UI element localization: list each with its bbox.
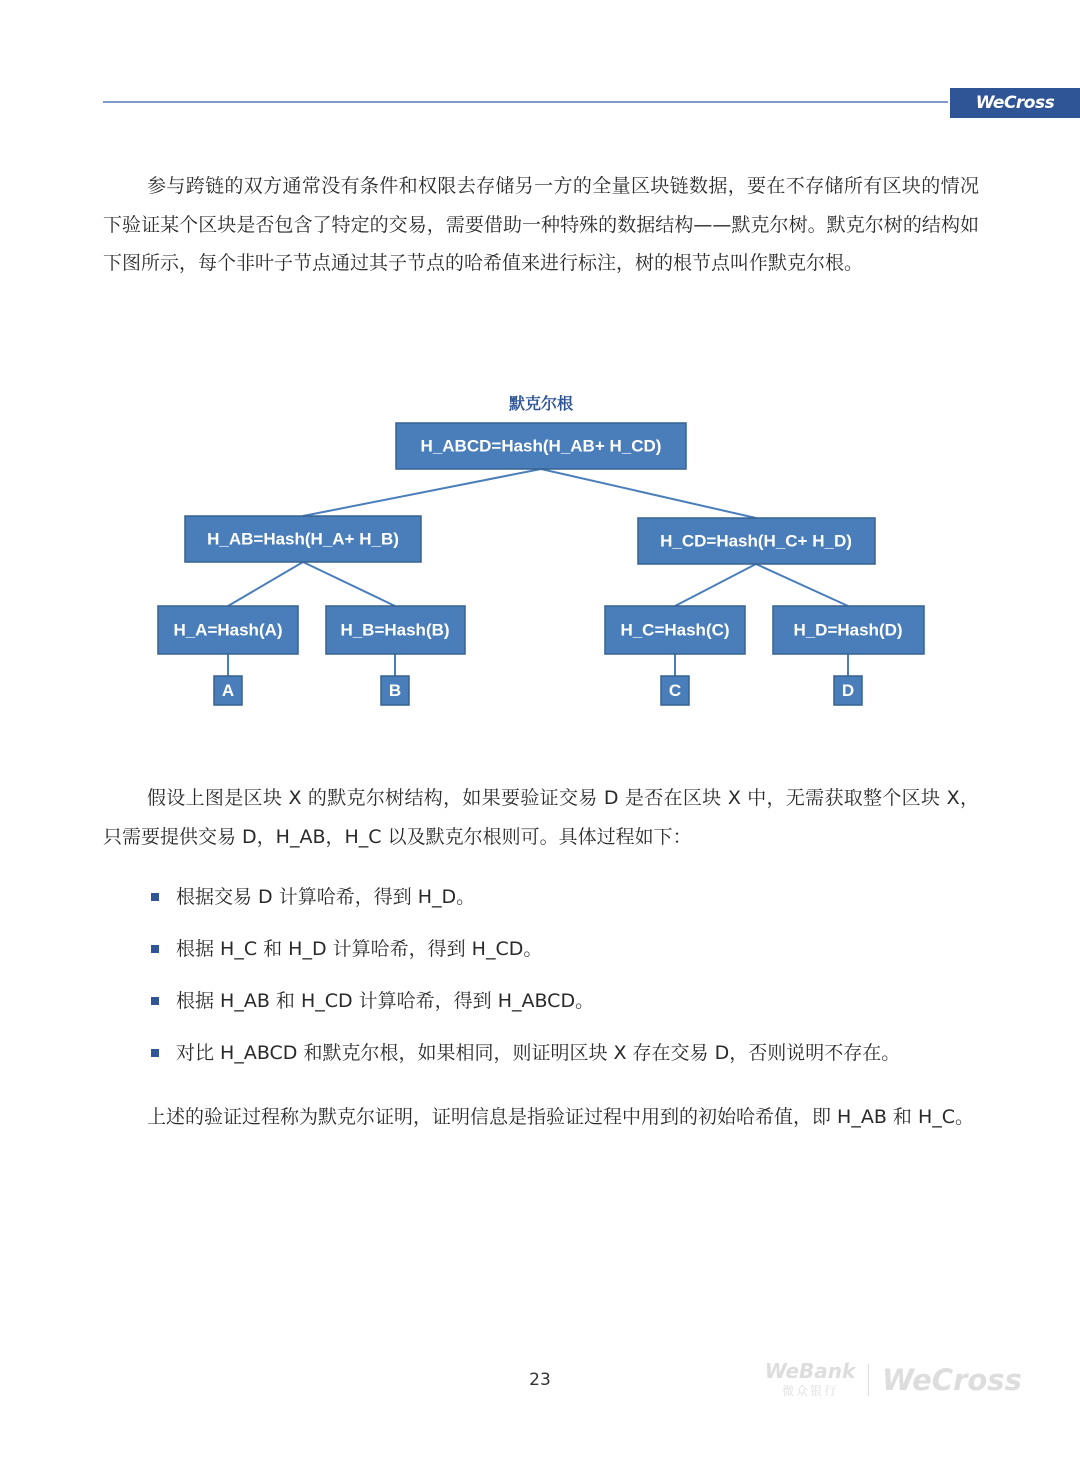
data-node-c — [661, 676, 689, 705]
data-node-b-label: B — [388, 681, 402, 700]
footer-logos — [760, 1360, 1050, 1400]
wecross-footer-logo: WeCross — [882, 1363, 1022, 1397]
square-bullet-icon — [151, 945, 159, 953]
node-ab-label: H_AB=Hash(H_A+ H_B) — [207, 529, 399, 549]
node-hb — [326, 606, 465, 654]
node-hd — [773, 606, 924, 654]
footer-divider — [868, 1364, 869, 1396]
node-hc-label: H_C=Hash(C) — [620, 620, 730, 640]
square-bullet-icon — [151, 997, 159, 1005]
node-hc — [605, 606, 745, 654]
node-hd-label: H_D=Hash(D) — [793, 620, 903, 640]
header-rule — [103, 101, 948, 103]
webank-cn-name: 微众银行 — [781, 1384, 838, 1398]
step-text: 根据交易 D 计算哈希，得到 H_D。 — [176, 886, 476, 908]
step-text: 对比 H_ABCD 和默克尔根，如果相同，则证明区块 X 存在交易 D，否则说明不存在。 — [176, 1042, 901, 1064]
wecross-logo: WeCross — [950, 88, 1080, 118]
page-number: 23 — [529, 1370, 551, 1390]
edge-root-right — [541, 469, 756, 518]
node-cd — [638, 518, 875, 564]
step-text: 根据 H_AB 和 H_CD 计算哈希，得到 H_ABCD。 — [176, 990, 595, 1012]
edge-root-left — [303, 469, 541, 516]
edge-cd-c — [675, 564, 756, 606]
data-node-d — [834, 676, 862, 705]
data-node-b — [381, 676, 409, 705]
square-bullet-icon — [151, 1049, 159, 1057]
data-node-c-label: C — [668, 681, 682, 700]
node-ha — [158, 606, 298, 654]
node-hb-label: H_B=Hash(B) — [340, 620, 450, 640]
list-item — [148, 878, 988, 930]
conclusion-paragraph: 上述的验证过程称为默克尔证明，证明信息是指验证过程中用到的初始哈希值，即 H_AB 和 H_C。 — [147, 1106, 974, 1128]
list-item — [148, 1034, 988, 1086]
list-item — [148, 930, 988, 982]
node-root-label: H_ABCD=Hash(H_AB+ H_CD) — [420, 436, 662, 456]
list-item — [148, 982, 988, 1034]
root-caption: 默克尔根 — [508, 394, 574, 413]
edge-ab-b — [303, 562, 395, 606]
node-root — [396, 423, 686, 469]
intro-paragraph: 参与跨链的双方通常没有条件和权限去存储另一方的全量区块链数据，要在不存储所有区块的情况下验证某个区块是否包含了特定的交易，需要借助一种特殊的数据结构——默克尔树。默克尔树的结构如下图所示，每个非叶子节点通过其子节点的哈希值来进行标注，树的根节点叫作默克尔根。 — [103, 175, 979, 274]
data-node-a — [214, 676, 242, 705]
node-cd-label: H_CD=Hash(H_C+ H_D) — [660, 531, 852, 551]
edge-ab-a — [228, 562, 303, 606]
node-ab — [185, 516, 421, 562]
merkle-tree-diagram — [0, 380, 1080, 720]
steps-list — [148, 878, 988, 1086]
square-bullet-icon — [151, 893, 159, 901]
data-node-d-label: D — [841, 681, 855, 700]
node-ha-label: H_A=Hash(A) — [173, 620, 283, 640]
edge-cd-d — [756, 564, 848, 606]
data-node-a-label: A — [221, 681, 235, 700]
explanation-paragraph: 假设上图是区块 X 的默克尔树结构，如果要验证交易 D 是否在区块 X 中，无需获取整个区块 X，只需要提供交易 D，H_AB，H_C 以及默克尔根则可。具体过程如下： — [103, 787, 979, 848]
webank-logo: WeBank — [764, 1359, 856, 1383]
step-text: 根据 H_C 和 H_D 计算哈希，得到 H_CD。 — [176, 938, 543, 960]
